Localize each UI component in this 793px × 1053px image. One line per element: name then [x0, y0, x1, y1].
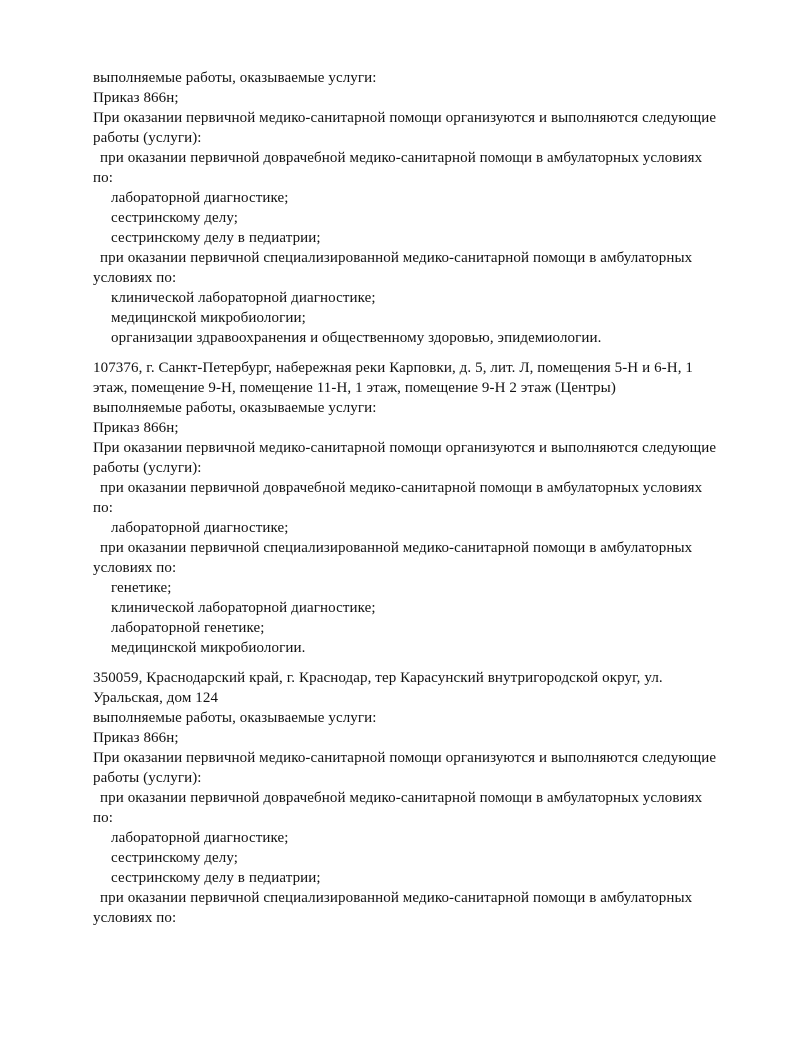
document-line: лабораторной диагностике;	[111, 190, 289, 206]
document-line: при оказании первичной доврачебной медико-санитарной помощи в амбулаторных условиях	[100, 150, 703, 166]
document-line: выполняемые работы, оказываемые услуги:	[93, 400, 377, 416]
document-line: выполняемые работы, оказываемые услуги:	[93, 710, 377, 726]
document-line: работы (услуги):	[93, 460, 202, 476]
document-line: Приказ 866н;	[93, 90, 179, 106]
document-line: при оказании первичной специализированной медико-санитарной помощи в амбулаторных	[100, 250, 693, 266]
services-block-krasnodar	[93, 668, 743, 928]
document-line: организации здравоохранения и общественному здоровью, эпидемиологии.	[111, 330, 602, 346]
document-line: Уральская, дом 124	[93, 690, 219, 706]
document-line: При оказании первичной медико-санитарной помощи организуются и выполняются следующие	[93, 440, 717, 456]
document-line: клинической лабораторной диагностике;	[111, 600, 376, 616]
document-line: при оказании первичной специализированной медико-санитарной помощи в амбулаторных	[100, 890, 693, 906]
document-line: сестринскому делу;	[111, 850, 239, 866]
document-line: Приказ 866н;	[93, 420, 179, 436]
document-line: медицинской микробиологии.	[111, 640, 306, 656]
document-line: работы (услуги):	[93, 130, 202, 146]
document-line: лабораторной диагностике;	[111, 520, 289, 536]
document-line: выполняемые работы, оказываемые услуги:	[93, 70, 377, 86]
document-line: условиях по:	[93, 270, 177, 286]
document-line: по:	[93, 810, 113, 826]
document-line: медицинской микробиологии;	[111, 310, 306, 326]
document-line: генетике;	[111, 580, 172, 596]
document-line: этаж, помещение 9-Н, помещение 11-Н, 1 этаж, помещение 9-Н 2 этаж (Центры)	[93, 380, 616, 396]
document-line: лабораторной генетике;	[111, 620, 265, 636]
document-line: 107376, г. Санкт-Петербург, набережная реки Карповки, д. 5, лит. Л, помещения 5-Н и 6-Н, 1	[93, 360, 693, 376]
document-line: сестринскому делу в педиатрии;	[111, 230, 321, 246]
document-line: При оказании первичной медико-санитарной помощи организуются и выполняются следующие	[93, 750, 717, 766]
document-line: работы (услуги):	[93, 770, 202, 786]
document-line: клинической лабораторной диагностике;	[111, 290, 376, 306]
document-line: сестринскому делу в педиатрии;	[111, 870, 321, 886]
document-line: лабораторной диагностике;	[111, 830, 289, 846]
services-block-main	[93, 68, 743, 348]
document-line: 350059, Краснодарский край, г. Краснодар, тер Карасунский внутригородской округ, ул.	[93, 670, 663, 686]
document-line: условиях по:	[93, 560, 177, 576]
document-line: При оказании первичной медико-санитарной помощи организуются и выполняются следующие	[93, 110, 717, 126]
document-text-content	[93, 68, 743, 938]
document-line: при оказании первичной специализированной медико-санитарной помощи в амбулаторных	[100, 540, 693, 556]
document-line: Приказ 866н;	[93, 730, 179, 746]
services-block-spb	[93, 358, 743, 658]
document-line: сестринскому делу;	[111, 210, 239, 226]
document-line: условиях по:	[93, 910, 177, 926]
document-line: по:	[93, 500, 113, 516]
document-line: при оказании первичной доврачебной медико-санитарной помощи в амбулаторных условиях	[100, 480, 703, 496]
document-line: по:	[93, 170, 113, 186]
document-line: при оказании первичной доврачебной медико-санитарной помощи в амбулаторных условиях	[100, 790, 703, 806]
